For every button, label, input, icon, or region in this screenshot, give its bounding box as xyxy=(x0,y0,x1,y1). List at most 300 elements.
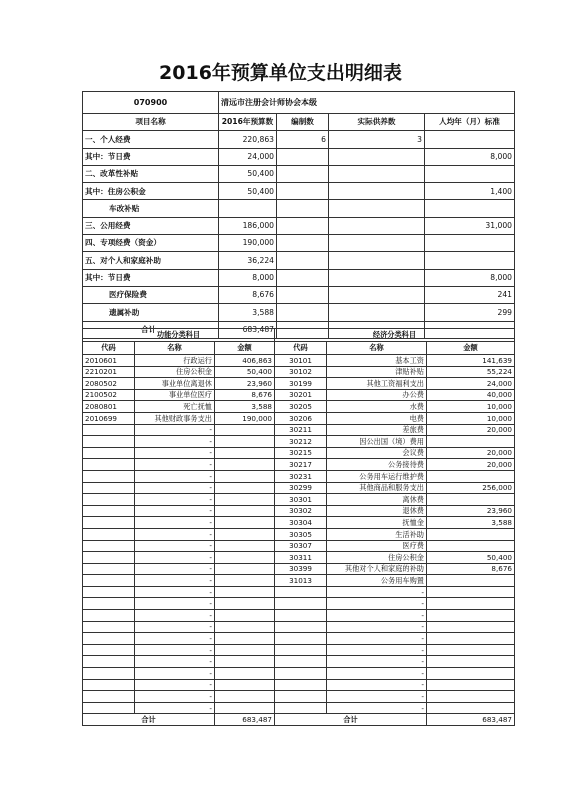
econ-name: 抚恤金 xyxy=(327,517,427,529)
detail-row xyxy=(83,575,515,587)
func-name: - xyxy=(135,575,215,587)
detail-table xyxy=(82,328,515,726)
econ-code: 30205 xyxy=(275,401,327,413)
summary-budget xyxy=(219,200,277,217)
func-amount xyxy=(215,691,275,703)
econ-amount xyxy=(427,575,515,587)
econ-name: - xyxy=(327,598,427,610)
summary-item-name: 其中：住房公积金 xyxy=(83,183,219,200)
detail-header-amount: 金额 xyxy=(427,342,515,355)
summary-item-name: 四、专项经费（资金） xyxy=(83,235,219,252)
func-amount xyxy=(215,563,275,575)
summary-staff xyxy=(277,235,329,252)
func-name: - xyxy=(135,610,215,622)
detail-header-code: 代码 xyxy=(83,342,135,355)
func-code: 2080801 xyxy=(83,401,135,413)
func-code xyxy=(83,668,135,680)
econ-amount xyxy=(427,679,515,691)
summary-std: 8,000 xyxy=(425,148,515,165)
summary-row xyxy=(83,183,515,200)
func-amount xyxy=(215,702,275,714)
econ-name: 其他工资福利支出 xyxy=(327,378,427,390)
func-code xyxy=(83,470,135,482)
econ-code: 30299 xyxy=(275,482,327,494)
econ-amount xyxy=(427,610,515,622)
econ-name: 因公出国（境）费用 xyxy=(327,436,427,448)
econ-code: 30199 xyxy=(275,378,327,390)
econ-section-title: 经济分类科目 xyxy=(275,329,515,342)
func-code xyxy=(83,528,135,540)
func-amount xyxy=(215,668,275,680)
detail-row xyxy=(83,679,515,691)
func-code xyxy=(83,575,135,587)
func-amount: 406,863 xyxy=(215,355,275,367)
func-code xyxy=(83,702,135,714)
summary-budget: 190,000 xyxy=(219,235,277,252)
summary-header xyxy=(83,114,515,131)
detail-row xyxy=(83,436,515,448)
func-name: 行政运行 xyxy=(135,355,215,367)
econ-code xyxy=(275,691,327,703)
econ-name: 基本工资 xyxy=(327,355,427,367)
func-code xyxy=(83,505,135,517)
func-amount xyxy=(215,621,275,633)
func-code xyxy=(83,610,135,622)
summary-item-name: 三、公用经费 xyxy=(83,217,219,234)
econ-name: - xyxy=(327,691,427,703)
econ-code xyxy=(275,656,327,668)
summary-budget: 50,400 xyxy=(219,183,277,200)
func-amount xyxy=(215,575,275,587)
func-name: - xyxy=(135,656,215,668)
func-amount xyxy=(215,679,275,691)
econ-name: 水费 xyxy=(327,401,427,413)
detail-row xyxy=(83,656,515,668)
econ-amount xyxy=(427,528,515,540)
detail-row xyxy=(83,621,515,633)
func-name: - xyxy=(135,436,215,448)
detail-row xyxy=(83,412,515,424)
summary-item-name: 遗属补助 xyxy=(83,304,219,321)
summary-staff xyxy=(277,304,329,321)
detail-row xyxy=(83,644,515,656)
summary-std: 31,000 xyxy=(425,217,515,234)
func-amount xyxy=(215,424,275,436)
func-code xyxy=(83,633,135,645)
func-name: 死亡抚恤 xyxy=(135,401,215,413)
summary-staff xyxy=(277,200,329,217)
func-amount xyxy=(215,598,275,610)
detail-section-header xyxy=(83,329,515,342)
summary-staff xyxy=(277,217,329,234)
econ-amount xyxy=(427,621,515,633)
econ-name: 医疗费 xyxy=(327,540,427,552)
econ-amount xyxy=(427,470,515,482)
econ-amount: 141,639 xyxy=(427,355,515,367)
econ-amount: 23,960 xyxy=(427,505,515,517)
econ-amount: 3,588 xyxy=(427,517,515,529)
detail-row xyxy=(83,355,515,367)
detail-row xyxy=(83,424,515,436)
detail-row xyxy=(83,552,515,564)
func-name: - xyxy=(135,494,215,506)
summary-std: 1,400 xyxy=(425,183,515,200)
summary-item-name: 一、个人经费 xyxy=(83,131,219,148)
func-code: 2010699 xyxy=(83,412,135,424)
func-code xyxy=(83,482,135,494)
func-name: - xyxy=(135,424,215,436)
func-name: 事业单位医疗 xyxy=(135,389,215,401)
unit-code: 070900 xyxy=(83,92,219,114)
func-name: - xyxy=(135,482,215,494)
summary-std: 241 xyxy=(425,286,515,303)
summary-row xyxy=(83,286,515,303)
summary-header-cell: 实际供养数 xyxy=(329,114,425,131)
func-section-title: 功能分类科目 xyxy=(83,329,275,342)
func-name: - xyxy=(135,552,215,564)
summary-row xyxy=(83,252,515,269)
func-code xyxy=(83,447,135,459)
econ-amount: 10,000 xyxy=(427,401,515,413)
econ-name: - xyxy=(327,621,427,633)
econ-amount: 20,000 xyxy=(427,447,515,459)
econ-amount: 8,676 xyxy=(427,563,515,575)
econ-code: 30304 xyxy=(275,517,327,529)
econ-amount xyxy=(427,494,515,506)
detail-row xyxy=(83,702,515,714)
func-code xyxy=(83,644,135,656)
func-name: - xyxy=(135,540,215,552)
econ-amount xyxy=(427,656,515,668)
func-amount: 23,960 xyxy=(215,378,275,390)
econ-name: - xyxy=(327,633,427,645)
econ-amount: 256,000 xyxy=(427,482,515,494)
econ-amount xyxy=(427,691,515,703)
econ-amount xyxy=(427,644,515,656)
func-amount xyxy=(215,470,275,482)
econ-code xyxy=(275,621,327,633)
summary-budget: 8,676 xyxy=(219,286,277,303)
econ-name: 退休费 xyxy=(327,505,427,517)
summary-staff xyxy=(277,252,329,269)
econ-code: 30201 xyxy=(275,389,327,401)
func-code xyxy=(83,563,135,575)
econ-total-amount: 683,487 xyxy=(427,714,515,726)
func-amount xyxy=(215,610,275,622)
func-code xyxy=(83,436,135,448)
func-name: 住房公积金 xyxy=(135,366,215,378)
func-code: 2080502 xyxy=(83,378,135,390)
func-code: 2010601 xyxy=(83,355,135,367)
summary-actual xyxy=(329,200,425,217)
func-code xyxy=(83,679,135,691)
summary-item-name: 车改补贴 xyxy=(83,200,219,217)
detail-row xyxy=(83,389,515,401)
func-amount: 50,400 xyxy=(215,366,275,378)
detail-row xyxy=(83,505,515,517)
summary-staff xyxy=(277,148,329,165)
econ-code: 30305 xyxy=(275,528,327,540)
econ-amount: 50,400 xyxy=(427,552,515,564)
summary-actual xyxy=(329,286,425,303)
summary-item-name: 合计 xyxy=(83,321,219,338)
func-name: - xyxy=(135,459,215,471)
summary-header-cell: 项目名称 xyxy=(83,114,219,131)
func-amount: 3,588 xyxy=(215,401,275,413)
summary-item-name: 医疗保险费 xyxy=(83,286,219,303)
func-total-label: 合计 xyxy=(83,714,215,726)
detail-header-name: 名称 xyxy=(327,342,427,355)
econ-name: 公务接待费 xyxy=(327,459,427,471)
detail-total-row xyxy=(83,714,515,726)
summary-staff xyxy=(277,269,329,286)
econ-code: 30102 xyxy=(275,366,327,378)
econ-code: 30399 xyxy=(275,563,327,575)
summary-table xyxy=(82,91,515,339)
summary-row xyxy=(83,165,515,182)
econ-name: 办公费 xyxy=(327,389,427,401)
econ-code xyxy=(275,702,327,714)
econ-name: 生活补助 xyxy=(327,528,427,540)
econ-name: 津贴补贴 xyxy=(327,366,427,378)
econ-code xyxy=(275,679,327,691)
func-amount xyxy=(215,447,275,459)
econ-amount: 10,000 xyxy=(427,412,515,424)
econ-name: 差旅费 xyxy=(327,424,427,436)
func-amount: 190,000 xyxy=(215,412,275,424)
func-amount xyxy=(215,528,275,540)
summary-item-name: 五、对个人和家庭补助 xyxy=(83,252,219,269)
func-name: - xyxy=(135,505,215,517)
econ-code xyxy=(275,668,327,680)
summary-std: 299 xyxy=(425,304,515,321)
func-code xyxy=(83,586,135,598)
econ-name: - xyxy=(327,679,427,691)
func-name: - xyxy=(135,621,215,633)
func-name: - xyxy=(135,586,215,598)
detail-header-amount: 金额 xyxy=(215,342,275,355)
summary-row xyxy=(83,269,515,286)
summary-std: 8,000 xyxy=(425,269,515,286)
func-amount xyxy=(215,482,275,494)
econ-name: - xyxy=(327,656,427,668)
summary-std xyxy=(425,131,515,148)
econ-amount xyxy=(427,540,515,552)
econ-code: 30206 xyxy=(275,412,327,424)
econ-amount xyxy=(427,436,515,448)
summary-row xyxy=(83,217,515,234)
summary-actual xyxy=(329,252,425,269)
summary-row xyxy=(83,148,515,165)
func-amount xyxy=(215,586,275,598)
econ-name: 离休费 xyxy=(327,494,427,506)
func-code: 2210201 xyxy=(83,366,135,378)
func-name: - xyxy=(135,447,215,459)
func-code xyxy=(83,540,135,552)
detail-row xyxy=(83,563,515,575)
func-amount xyxy=(215,540,275,552)
econ-code xyxy=(275,644,327,656)
detail-row xyxy=(83,459,515,471)
summary-item-name: 二、改革性补贴 xyxy=(83,165,219,182)
summary-std xyxy=(425,165,515,182)
func-code xyxy=(83,552,135,564)
summary-staff xyxy=(277,183,329,200)
summary-header-cell: 人均年（月）标准 xyxy=(425,114,515,131)
econ-name: 其他商品和服务支出 xyxy=(327,482,427,494)
summary-budget: 24,000 xyxy=(219,148,277,165)
summary-budget: 220,863 xyxy=(219,131,277,148)
func-name: - xyxy=(135,644,215,656)
detail-row xyxy=(83,494,515,506)
summary-budget: 50,400 xyxy=(219,165,277,182)
econ-code: 30307 xyxy=(275,540,327,552)
summary-actual xyxy=(329,148,425,165)
summary-actual xyxy=(329,165,425,182)
econ-code: 30101 xyxy=(275,355,327,367)
summary-budget: 186,000 xyxy=(219,217,277,234)
summary-header-cell: 2016年预算数 xyxy=(219,114,277,131)
econ-code: 30212 xyxy=(275,436,327,448)
econ-amount xyxy=(427,586,515,598)
detail-row xyxy=(83,517,515,529)
summary-row xyxy=(83,235,515,252)
detail-row xyxy=(83,470,515,482)
func-amount xyxy=(215,656,275,668)
econ-code xyxy=(275,610,327,622)
summary-staff xyxy=(277,286,329,303)
summary-actual xyxy=(329,235,425,252)
summary-actual xyxy=(329,183,425,200)
summary-std xyxy=(425,200,515,217)
detail-row xyxy=(83,668,515,680)
econ-code: 31013 xyxy=(275,575,327,587)
summary-header-cell: 编制数 xyxy=(277,114,329,131)
summary-budget: 683,487 xyxy=(219,321,277,338)
econ-code xyxy=(275,633,327,645)
detail-row xyxy=(83,482,515,494)
econ-name: - xyxy=(327,586,427,598)
func-amount xyxy=(215,436,275,448)
func-amount xyxy=(215,633,275,645)
econ-name: - xyxy=(327,644,427,656)
summary-staff: 6 xyxy=(277,131,329,148)
detail-row xyxy=(83,598,515,610)
func-name: 事业单位离退休 xyxy=(135,378,215,390)
detail-header-code: 代码 xyxy=(275,342,327,355)
econ-amount: 40,000 xyxy=(427,389,515,401)
econ-amount xyxy=(427,668,515,680)
summary-row xyxy=(83,131,515,148)
summary-std xyxy=(425,252,515,269)
func-amount: 8,676 xyxy=(215,389,275,401)
econ-amount: 20,000 xyxy=(427,424,515,436)
func-amount xyxy=(215,644,275,656)
summary-row xyxy=(83,200,515,217)
summary-actual xyxy=(329,217,425,234)
func-name: - xyxy=(135,598,215,610)
func-amount xyxy=(215,505,275,517)
econ-code: 30301 xyxy=(275,494,327,506)
summary-std xyxy=(425,235,515,252)
econ-name: 公务用车购置 xyxy=(327,575,427,587)
func-code xyxy=(83,691,135,703)
econ-name: 其他对个人和家庭的补助 xyxy=(327,563,427,575)
summary-item-name: 其中：节日费 xyxy=(83,148,219,165)
summary-actual: 3 xyxy=(329,131,425,148)
econ-code: 30217 xyxy=(275,459,327,471)
econ-code xyxy=(275,586,327,598)
func-code xyxy=(83,621,135,633)
unit-row xyxy=(83,92,515,114)
econ-name: 会议费 xyxy=(327,447,427,459)
econ-amount: 20,000 xyxy=(427,459,515,471)
econ-code: 30302 xyxy=(275,505,327,517)
detail-row xyxy=(83,691,515,703)
summary-budget: 36,224 xyxy=(219,252,277,269)
summary-budget: 8,000 xyxy=(219,269,277,286)
detail-column-header xyxy=(83,342,515,355)
econ-amount xyxy=(427,702,515,714)
func-amount xyxy=(215,494,275,506)
econ-code: 30231 xyxy=(275,470,327,482)
func-name: - xyxy=(135,633,215,645)
econ-name: 公务用车运行维护费 xyxy=(327,470,427,482)
summary-actual xyxy=(329,269,425,286)
func-name: - xyxy=(135,517,215,529)
detail-row xyxy=(83,378,515,390)
func-name: - xyxy=(135,668,215,680)
summary-item-name: 其中：节日费 xyxy=(83,269,219,286)
detail-row xyxy=(83,540,515,552)
func-amount xyxy=(215,552,275,564)
summary-actual xyxy=(329,304,425,321)
func-name: - xyxy=(135,528,215,540)
econ-code xyxy=(275,598,327,610)
econ-amount xyxy=(427,598,515,610)
func-total-amount: 683,487 xyxy=(215,714,275,726)
summary-staff xyxy=(277,165,329,182)
econ-name: - xyxy=(327,702,427,714)
detail-row xyxy=(83,528,515,540)
econ-name: 住房公积金 xyxy=(327,552,427,564)
detail-row xyxy=(83,610,515,622)
econ-amount: 55,224 xyxy=(427,366,515,378)
detail-row xyxy=(83,401,515,413)
econ-name: - xyxy=(327,668,427,680)
summary-budget: 3,588 xyxy=(219,304,277,321)
func-name: - xyxy=(135,470,215,482)
func-code xyxy=(83,459,135,471)
func-code xyxy=(83,656,135,668)
func-code xyxy=(83,494,135,506)
detail-row xyxy=(83,633,515,645)
econ-name: 电费 xyxy=(327,412,427,424)
detail-row xyxy=(83,586,515,598)
econ-code: 30215 xyxy=(275,447,327,459)
econ-amount xyxy=(427,633,515,645)
detail-row xyxy=(83,447,515,459)
econ-amount: 24,000 xyxy=(427,378,515,390)
func-code xyxy=(83,598,135,610)
func-code: 2100502 xyxy=(83,389,135,401)
detail-row xyxy=(83,366,515,378)
func-name: - xyxy=(135,691,215,703)
func-code xyxy=(83,424,135,436)
func-name: 其他财政事务支出 xyxy=(135,412,215,424)
detail-header-name: 名称 xyxy=(135,342,215,355)
func-amount xyxy=(215,459,275,471)
